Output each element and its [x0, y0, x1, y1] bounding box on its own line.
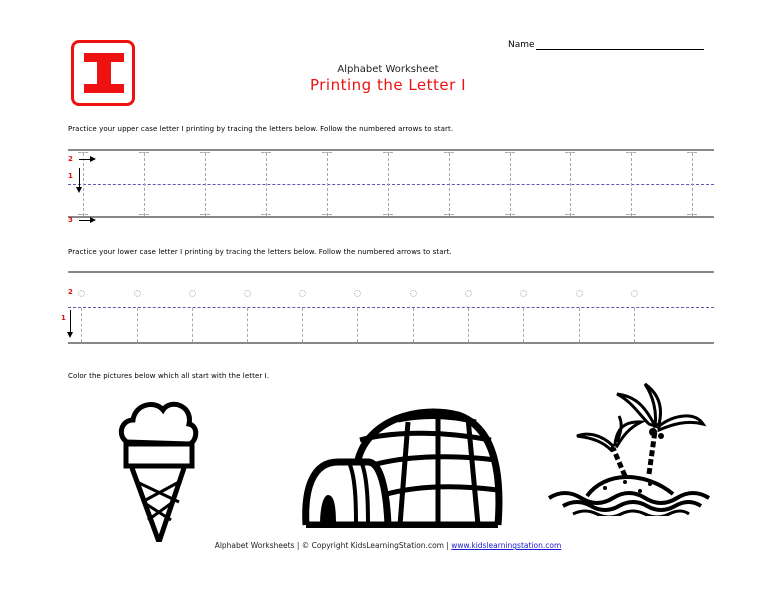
island-icon: [545, 376, 725, 516]
stroke-guide: [449, 153, 450, 216]
dot-guide: [189, 290, 196, 297]
dot-guide: [134, 290, 141, 297]
stroke-guide: [631, 153, 632, 216]
footer-link[interactable]: www.kidslearningstation.com: [451, 541, 562, 550]
stroke-guide: [302, 308, 303, 342]
worksheet-title: Printing the Letter I: [309, 76, 467, 94]
stroke-guide: [579, 308, 580, 342]
ice-cream-icon: [113, 392, 203, 542]
serif-bottom: [322, 214, 332, 215]
mid-dashed-line: [68, 307, 714, 308]
dot-guide: [465, 290, 472, 297]
arrow-number-3: 3: [68, 216, 73, 224]
dot-guide: [520, 290, 527, 297]
base-line: [68, 216, 714, 218]
dot-guide: [78, 290, 85, 297]
serif-bottom: [687, 214, 697, 215]
stroke-guide: [327, 153, 328, 216]
mid-dashed-line: [68, 184, 714, 185]
igloo-icon: [298, 400, 503, 528]
serif-bottom: [139, 214, 149, 215]
arrow-number-2: 2: [68, 155, 73, 163]
stroke-guide: [81, 308, 82, 342]
arrow-head-icon: [76, 187, 82, 193]
stroke-guide: [247, 308, 248, 342]
stroke-guide: [357, 308, 358, 342]
serif-bottom: [78, 214, 88, 215]
serif-bottom: [261, 214, 271, 215]
stroke-guide: [388, 153, 389, 216]
dot-guide: [354, 290, 361, 297]
dot-guide: [631, 290, 638, 297]
worksheet-subtitle: Alphabet Worksheet: [337, 64, 439, 75]
arrow-head-icon: [67, 332, 73, 338]
stroke-guide: [137, 308, 138, 342]
footer-copyright: Alphabet Worksheets | © Copyright KidsLearningStation.com |: [214, 541, 452, 550]
serif-bottom: [383, 214, 393, 215]
stroke-guide: [83, 153, 84, 216]
stroke-guide: [413, 308, 414, 342]
coloring-instruction: Color the pictures below which all start with the letter I.: [68, 372, 270, 380]
footer: [0, 541, 776, 550]
stroke-guide: [192, 308, 193, 342]
serif-bottom: [565, 214, 575, 215]
stroke-guide: [205, 153, 206, 216]
serif-bottom: [626, 214, 636, 215]
stroke-guide: [634, 308, 635, 342]
stroke-guide: [510, 153, 511, 216]
arrow-number-1: 1: [68, 172, 73, 180]
upper-case-instruction: Practice your upper case letter I printing by tracing the letters below. Follow the numbered arrows to start.: [68, 125, 454, 133]
stroke-guide: [144, 153, 145, 216]
arrow-number-1: 1: [61, 314, 66, 322]
lower-case-instruction: Practice your lower case letter I printing by tracing the letters below. Follow the numbered arrows to start.: [68, 248, 452, 256]
stroke-guide: [468, 308, 469, 342]
arrow-head-icon: [90, 156, 96, 162]
stroke-guide: [523, 308, 524, 342]
dot-guide: [576, 290, 583, 297]
arrow-down-icon: [70, 310, 71, 333]
stroke-guide: [692, 153, 693, 216]
name-label: Name: [508, 40, 535, 50]
dot-guide: [244, 290, 251, 297]
dot-guide: [410, 290, 417, 297]
arrow-number-2: 2: [68, 288, 73, 296]
base-line: [68, 342, 714, 344]
arrow-head-icon: [90, 217, 96, 223]
serif-bottom: [200, 214, 210, 215]
arrow-down-icon: [79, 168, 80, 188]
stroke-guide: [570, 153, 571, 216]
serif-bottom: [444, 214, 454, 215]
top-line: [68, 271, 714, 273]
serif-bottom: [505, 214, 515, 215]
stroke-guide: [266, 153, 267, 216]
dot-guide: [299, 290, 306, 297]
top-line: [68, 149, 714, 151]
name-field[interactable]: [536, 49, 704, 50]
